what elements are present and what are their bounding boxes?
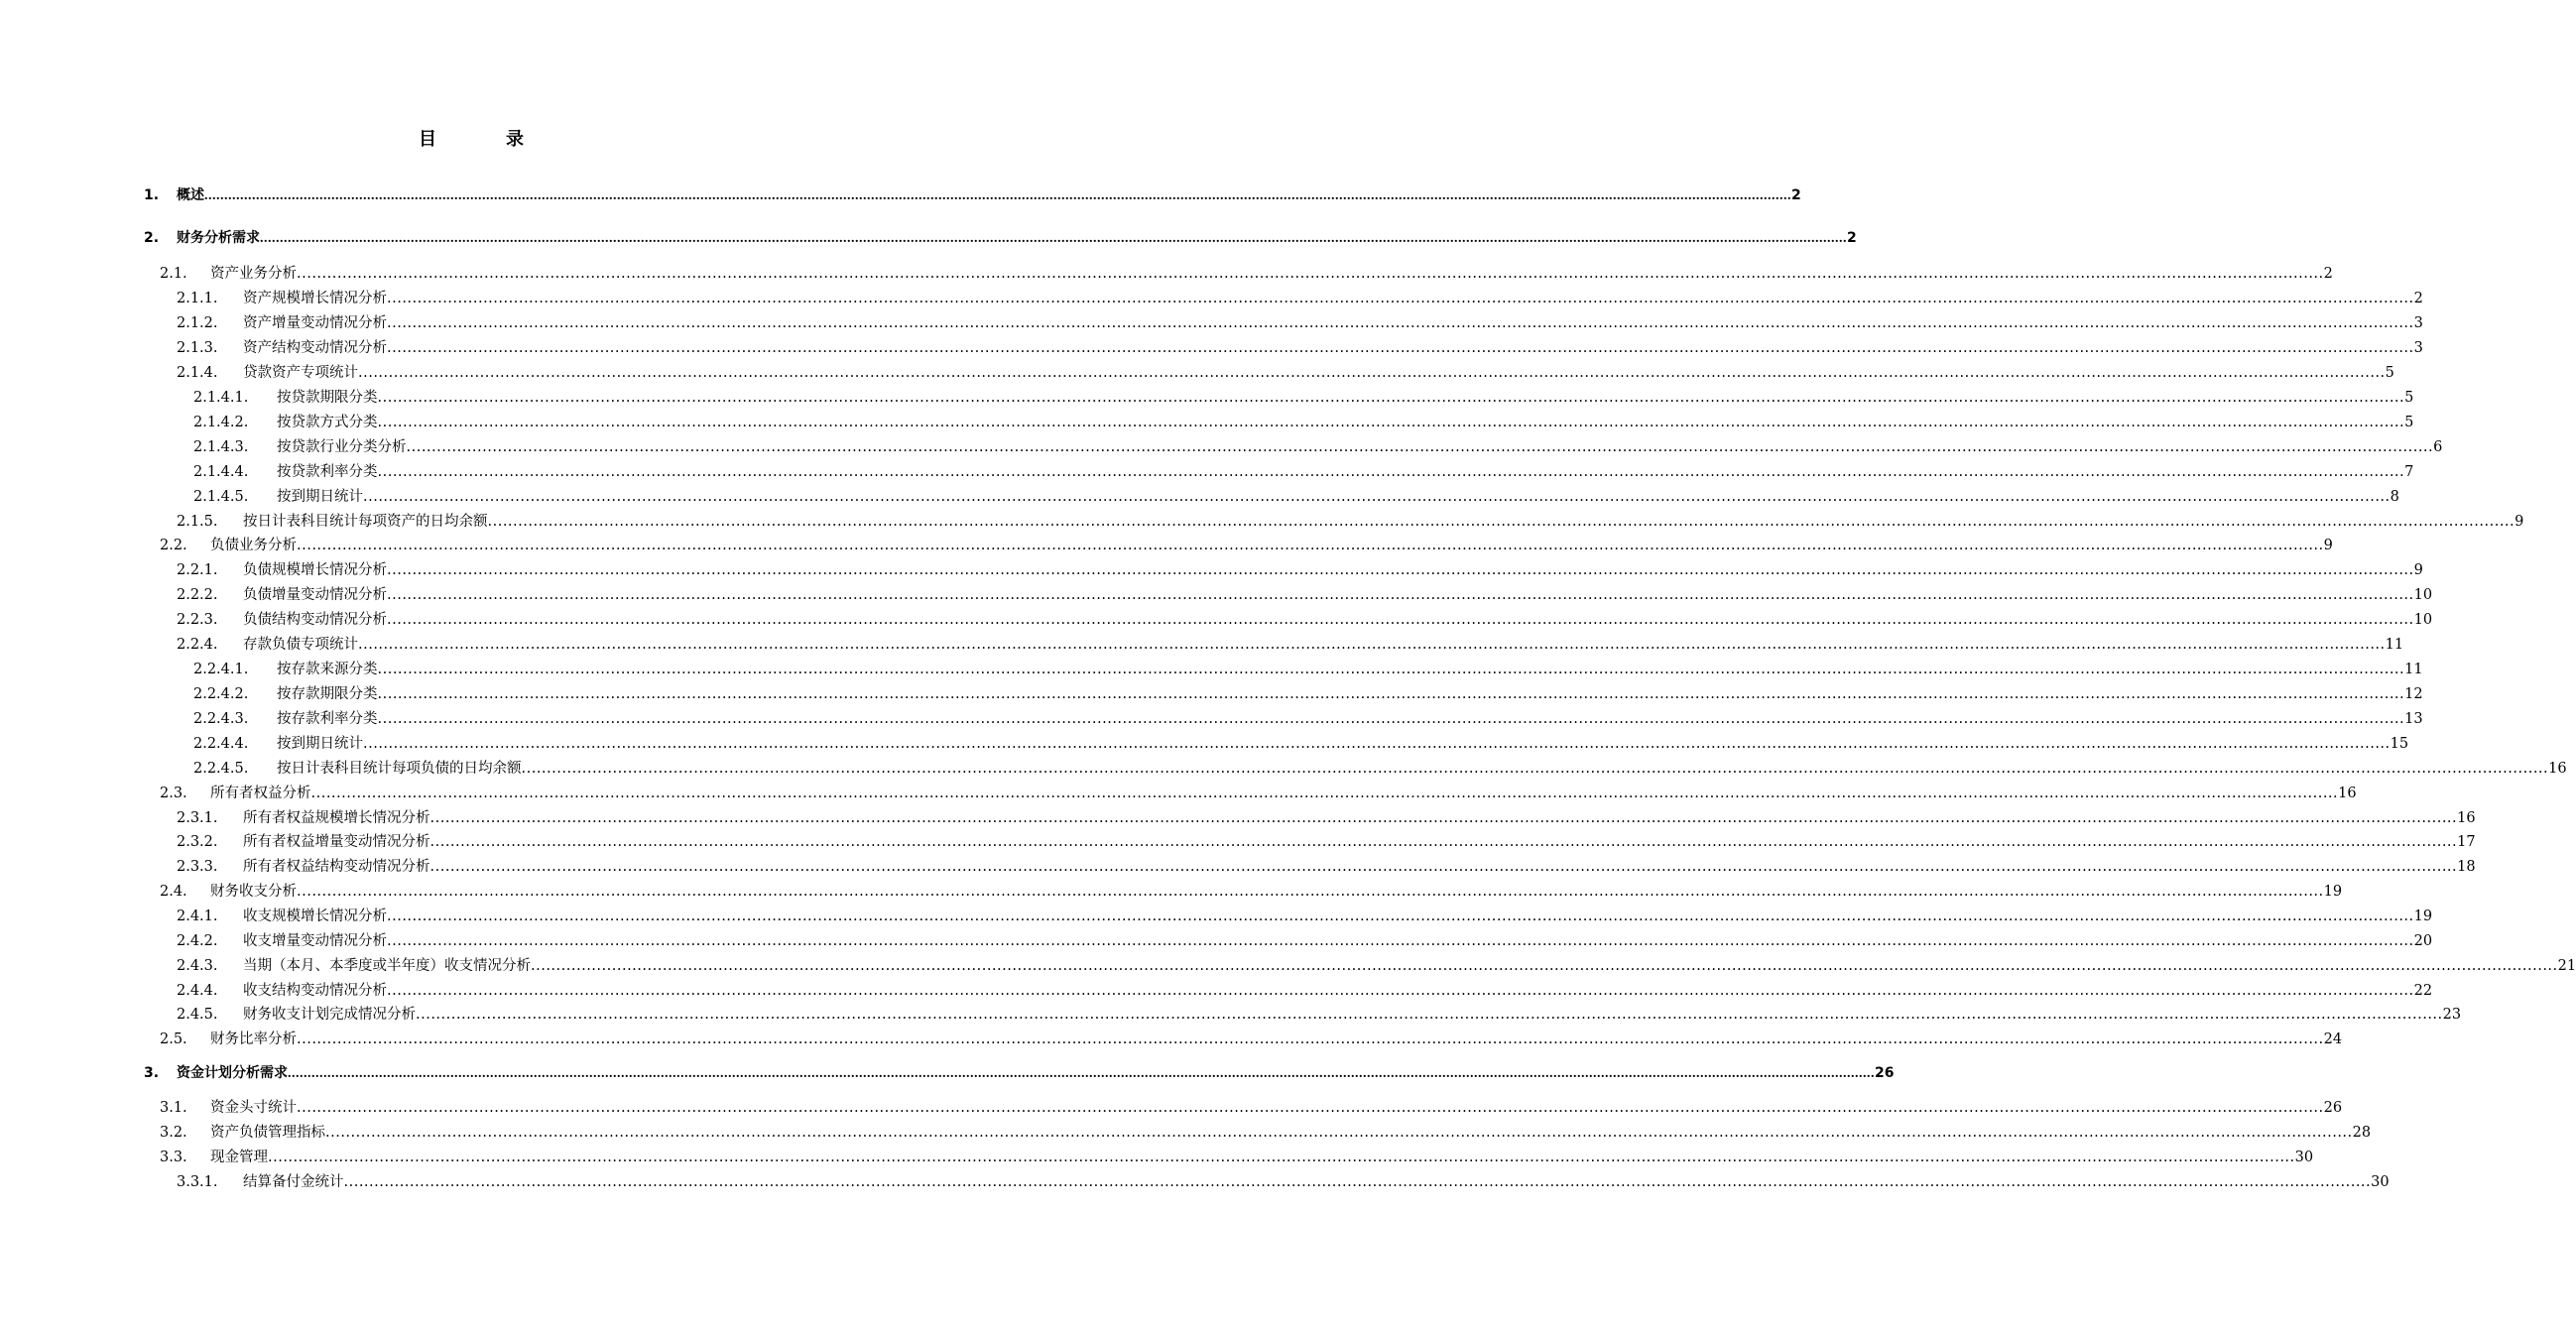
toc-entry-number: 3.3.1. [177, 1174, 218, 1190]
toc-entry-label: 按到期日统计 [277, 736, 363, 752]
toc-entry-label: 财务收支计划完成情况分析 [243, 1007, 416, 1023]
toc-entry[interactable] [0, 263, 2333, 285]
toc-entry-label: 资金计划分析需求 [177, 1065, 288, 1081]
toc-dot-leader: ................................................................................................................................................................................................................................................................................................................................................................................................................ [297, 1100, 2324, 1116]
toc-entry-page: 26 [1875, 1065, 1895, 1081]
toc-entry-page: 7 [2404, 464, 2414, 480]
toc-entry-label: 概述 [177, 187, 204, 203]
toc-dot-leader: ................................................................................................................................................................................................................................................................................................................................................................................................................ [288, 1066, 1875, 1081]
toc-entry-page: 24 [2323, 1031, 2343, 1047]
toc-entry-label: 所有者权益规模增长情况分析 [243, 810, 430, 826]
toc-entry[interactable] [0, 1062, 1895, 1084]
toc-entry[interactable] [0, 288, 2423, 309]
toc-entry-label: 负债结构变动情况分析 [243, 612, 387, 628]
toc-entry-label: 资产负债管理指标 [210, 1125, 325, 1141]
toc-entry[interactable] [0, 412, 2414, 433]
toc-entry-number: 2.2.4.4. [193, 736, 249, 752]
toc-entry-page: 23 [2442, 1007, 2462, 1023]
toc-entry[interactable] [0, 783, 2357, 804]
toc-entry-page: 11 [2404, 662, 2423, 677]
toc-entry-label: 贷款资产专项统计 [243, 365, 358, 381]
toc-entry[interactable] [0, 955, 2576, 977]
toc-dot-leader: ................................................................................................................................................................................................................................................................................................................................................................................................................ [387, 983, 2414, 999]
toc-entry-page: 12 [2404, 686, 2423, 702]
toc-entry-number: 2.1.5. [177, 514, 218, 530]
toc-entry[interactable] [0, 881, 2343, 903]
toc-entry-page: 10 [2413, 612, 2433, 628]
toc-dot-leader: ................................................................................................................................................................................................................................................................................................................................................................................................................ [531, 958, 2558, 974]
toc-entry-label: 按贷款利率分类 [277, 464, 378, 480]
toc-entry-number: 2.2.2. [177, 587, 218, 603]
toc-entry-number: 2.2.1. [177, 562, 218, 578]
toc-dot-leader: ................................................................................................................................................................................................................................................................................................................................................................................................................ [363, 489, 2391, 505]
toc-entry-label: 当期（本月、本季度或半年度）收支情况分析 [243, 958, 531, 974]
toc-entry-label: 收支增量变动情况分析 [243, 933, 387, 949]
toc-entry-label: 按贷款期限分类 [277, 390, 378, 406]
toc-entry-number: 2.2.3. [177, 612, 218, 628]
toc-entry[interactable] [0, 486, 2399, 508]
toc-dot-leader: ................................................................................................................................................................................................................................................................................................................................................................................................................ [377, 662, 2405, 677]
toc-dot-leader: ................................................................................................................................................................................................................................................................................................................................................................................................................ [387, 909, 2414, 924]
toc-entry[interactable] [0, 609, 2433, 631]
toc-entry[interactable] [0, 511, 2524, 533]
toc-entry[interactable] [0, 337, 2423, 359]
toc-dot-leader: ................................................................................................................................................................................................................................................................................................................................................................................................................ [363, 736, 2391, 752]
toc-entry-label: 财务收支分析 [210, 884, 297, 900]
toc-entry-number: 2.1.1. [177, 291, 218, 306]
toc-entry-number: 2.3.2. [177, 834, 218, 850]
toc-dot-leader: ................................................................................................................................................................................................................................................................................................................................................................................................................ [204, 188, 1791, 203]
toc-entry-label: 财务比率分析 [210, 1031, 297, 1047]
toc-entry[interactable] [0, 436, 2443, 458]
toc-entry-label: 所有者权益分析 [210, 786, 311, 801]
toc-entry-label: 收支结构变动情况分析 [243, 983, 387, 999]
toc-dot-leader: ................................................................................................................................................................................................................................................................................................................................................................................................................ [297, 266, 2324, 282]
toc-dot-leader: ................................................................................................................................................................................................................................................................................................................................................................................................................ [521, 761, 2549, 777]
toc-entry-page: 2 [1791, 187, 1801, 203]
toc-entry-label: 按贷款行业分类分析 [277, 439, 407, 455]
toc-dot-leader: ................................................................................................................................................................................................................................................................................................................................................................................................................ [429, 834, 2458, 850]
toc-entry-label: 按存款利率分类 [277, 711, 378, 727]
toc-entry-label: 按日计表科目统计每项资产的日均余额 [243, 514, 488, 530]
toc-entry[interactable] [0, 1171, 2390, 1193]
toc-entry[interactable] [0, 535, 2333, 556]
toc-entry-number: 3.3. [160, 1150, 187, 1165]
toc-dot-leader: ................................................................................................................................................................................................................................................................................................................................................................................................................ [377, 390, 2405, 406]
toc-entry[interactable] [0, 227, 1857, 249]
toc-entry-page: 16 [2457, 810, 2476, 826]
toc-entry-label: 资产业务分析 [210, 266, 297, 282]
toc-entry-number: 2.1. [160, 266, 187, 282]
toc-entry-page: 30 [2371, 1174, 2390, 1190]
toc-dot-leader: ................................................................................................................................................................................................................................................................................................................................................................................................................ [377, 415, 2405, 430]
toc-title: 目 录 [419, 129, 550, 150]
toc-dot-leader: ................................................................................................................................................................................................................................................................................................................................................................................................................ [358, 637, 2386, 653]
toc-entry-page: 21 [2557, 958, 2576, 974]
toc-entry-page: 16 [2338, 786, 2357, 801]
toc-entry-number: 2.1.4.2. [193, 415, 249, 430]
toc-entry-page: 13 [2404, 711, 2423, 727]
toc-entry-label: 按贷款方式分类 [277, 415, 378, 430]
toc-entry-label: 所有者权益增量变动情况分析 [243, 834, 430, 850]
toc-entry-page: 22 [2413, 983, 2433, 999]
toc-entry[interactable] [0, 584, 2433, 606]
toc-dot-leader: ................................................................................................................................................................................................................................................................................................................................................................................................................ [297, 538, 2324, 553]
toc-entry-number: 2.1.3. [177, 340, 218, 356]
toc-entry[interactable] [0, 184, 1801, 206]
toc-entry-number: 2.2.4.1. [193, 662, 249, 677]
toc-dot-leader: ................................................................................................................................................................................................................................................................................................................................................................................................................ [416, 1007, 2443, 1023]
toc-entry-label: 负债增量变动情况分析 [243, 587, 387, 603]
toc-entry-label: 负债规模增长情况分析 [243, 562, 387, 578]
toc-dot-leader: ................................................................................................................................................................................................................................................................................................................................................................................................................ [387, 340, 2414, 356]
toc-entry[interactable] [0, 1097, 2343, 1119]
toc-dot-leader: ................................................................................................................................................................................................................................................................................................................................................................................................................ [343, 1174, 2372, 1190]
toc-entry-page: 2 [2323, 266, 2333, 282]
toc-entry-label: 资产结构变动情况分析 [243, 340, 387, 356]
toc-entry-label: 按存款来源分类 [277, 662, 378, 677]
toc-entry-label: 按日计表科目统计每项负债的日均余额 [277, 761, 522, 777]
toc-entry-number: 2.4.4. [177, 983, 218, 999]
toc-entry-page: 18 [2457, 859, 2476, 875]
toc-entry-page: 17 [2457, 834, 2476, 850]
toc-entry-page: 5 [2385, 365, 2394, 381]
toc-entry-number: 3. [144, 1065, 160, 1081]
toc-entry[interactable] [0, 733, 2409, 755]
toc-entry-page: 15 [2390, 736, 2409, 752]
toc-entry-page: 5 [2404, 390, 2414, 406]
toc-entry-number: 2.1.2. [177, 315, 218, 331]
toc-dot-leader: ................................................................................................................................................................................................................................................................................................................................................................................................................ [387, 587, 2414, 603]
toc-entry-page: 2 [1847, 230, 1857, 246]
toc-entry[interactable] [0, 387, 2414, 409]
toc-dot-leader: ................................................................................................................................................................................................................................................................................................................................................................................................................ [325, 1125, 2353, 1141]
toc-entry[interactable] [0, 312, 2423, 334]
toc-entry-page: 3 [2413, 315, 2423, 331]
toc-dot-leader: ................................................................................................................................................................................................................................................................................................................................................................................................................ [387, 933, 2414, 949]
toc-entry[interactable] [0, 980, 2433, 1002]
toc-entry[interactable] [0, 1122, 2372, 1144]
toc-entry[interactable] [0, 559, 2423, 581]
toc-entry-page: 2 [2413, 291, 2423, 306]
toc-dot-leader: ................................................................................................................................................................................................................................................................................................................................................................................................................ [377, 711, 2405, 727]
toc-entry-number: 1. [144, 187, 160, 203]
toc-dot-leader: ................................................................................................................................................................................................................................................................................................................................................................................................................ [387, 315, 2414, 331]
toc-entry-number: 2.4.2. [177, 933, 218, 949]
toc-entry-label: 资金头寸统计 [210, 1100, 297, 1116]
toc-dot-leader: ................................................................................................................................................................................................................................................................................................................................................................................................................ [358, 365, 2386, 381]
toc-entry-label: 所有者权益结构变动情况分析 [243, 859, 430, 875]
toc-entry[interactable] [0, 831, 2476, 853]
toc-dot-leader: ................................................................................................................................................................................................................................................................................................................................................................................................................ [268, 1150, 2295, 1165]
toc-dot-leader: ................................................................................................................................................................................................................................................................................................................................................................................................................ [387, 612, 2414, 628]
toc-entry-label: 资产增量变动情况分析 [243, 315, 387, 331]
toc-dot-leader: ................................................................................................................................................................................................................................................................................................................................................................................................................ [429, 859, 2458, 875]
toc-entry[interactable] [0, 807, 2476, 829]
toc-entry[interactable] [0, 659, 2423, 680]
toc-entry[interactable] [0, 930, 2433, 952]
toc-dot-leader: ................................................................................................................................................................................................................................................................................................................................................................................................................ [310, 786, 2339, 801]
toc-entry-label: 结算备付金统计 [243, 1174, 344, 1190]
toc-entry-page: 5 [2404, 415, 2414, 430]
toc-entry-page: 11 [2385, 637, 2404, 653]
toc-entry-number: 2.2.4. [177, 637, 218, 653]
toc-entry[interactable] [0, 634, 2404, 656]
toc-entry-number: 2.3.1. [177, 810, 218, 826]
toc-entry-number: 2.4.3. [177, 958, 218, 974]
toc-dot-leader: ................................................................................................................................................................................................................................................................................................................................................................................................................ [406, 439, 2434, 455]
toc-entry-page: 19 [2413, 909, 2433, 924]
toc-entry-number: 2.1.4.4. [193, 464, 249, 480]
toc-entry[interactable] [0, 906, 2433, 927]
toc-dot-leader: ................................................................................................................................................................................................................................................................................................................................................................................................................ [387, 562, 2414, 578]
toc-entry-number: 3.2. [160, 1125, 187, 1141]
toc-dot-leader: ................................................................................................................................................................................................................................................................................................................................................................................................................ [387, 291, 2414, 306]
toc-entry[interactable] [0, 1004, 2462, 1026]
toc-entry-label: 按到期日统计 [277, 489, 363, 505]
toc-entry[interactable] [0, 856, 2476, 878]
toc-entry-page: 10 [2413, 587, 2433, 603]
toc-entry-label: 财务分析需求 [177, 230, 260, 246]
toc-entry-page: 3 [2413, 340, 2423, 356]
toc-entry-number: 2.3. [160, 786, 187, 801]
toc-entry-page: 9 [2323, 538, 2333, 553]
toc-dot-leader: ................................................................................................................................................................................................................................................................................................................................................................................................................ [297, 884, 2324, 900]
toc-entry-label: 现金管理 [210, 1150, 268, 1165]
toc-entry[interactable] [0, 708, 2423, 730]
toc-dot-leader: ................................................................................................................................................................................................................................................................................................................................................................................................................ [487, 514, 2515, 530]
toc-entry-number: 2.4. [160, 884, 187, 900]
toc-entry-number: 2.4.5. [177, 1007, 218, 1023]
toc-entry-page: 9 [2413, 562, 2423, 578]
toc-entry-page: 26 [2323, 1100, 2343, 1116]
toc-entry-number: 2.1.4.5. [193, 489, 249, 505]
toc-dot-leader: ................................................................................................................................................................................................................................................................................................................................................................................................................ [297, 1031, 2324, 1047]
toc-dot-leader: ................................................................................................................................................................................................................................................................................................................................................................................................................ [377, 686, 2405, 702]
toc-entry-page: 16 [2548, 761, 2567, 777]
toc-entry[interactable] [0, 683, 2423, 705]
toc-entry-number: 2.3.3. [177, 859, 218, 875]
toc-entry[interactable] [0, 461, 2414, 483]
toc-entry[interactable] [0, 758, 2567, 780]
toc-entry-label: 资产规模增长情况分析 [243, 291, 387, 306]
toc-entry-number: 2.1.4. [177, 365, 218, 381]
toc-entry[interactable] [0, 1029, 2343, 1050]
toc-entry-page: 20 [2413, 933, 2433, 949]
toc-entry-number: 3.1. [160, 1100, 187, 1116]
toc-entry-page: 19 [2323, 884, 2343, 900]
toc-dot-leader: ................................................................................................................................................................................................................................................................................................................................................................................................................ [260, 231, 1847, 246]
toc-entry-number: 2.1.4.1. [193, 390, 249, 406]
toc-entry-page: 8 [2390, 489, 2399, 505]
toc-entry-page: 9 [2515, 514, 2524, 530]
toc-entry-label: 收支规模增长情况分析 [243, 909, 387, 924]
toc-entry-label: 负债业务分析 [210, 538, 297, 553]
toc-entry-label: 按存款期限分类 [277, 686, 378, 702]
toc-entry-label: 存款负债专项统计 [243, 637, 358, 653]
toc-entry[interactable] [0, 362, 2394, 384]
toc-entry-number: 2.2.4.5. [193, 761, 249, 777]
toc-entry-number: 2. [144, 230, 160, 246]
toc-entry-page: 28 [2352, 1125, 2372, 1141]
toc-dot-leader: ................................................................................................................................................................................................................................................................................................................................................................................................................ [377, 464, 2405, 480]
toc-entry-number: 2.4.1. [177, 909, 218, 924]
toc-entry-page: 30 [2294, 1150, 2314, 1165]
toc-entry-number: 2.5. [160, 1031, 187, 1047]
toc-dot-leader: ................................................................................................................................................................................................................................................................................................................................................................................................................ [429, 810, 2458, 826]
toc-entry[interactable] [0, 1147, 2314, 1168]
toc-entry-number: 2.2. [160, 538, 187, 553]
toc-entry-page: 6 [2433, 439, 2443, 455]
toc-entry-number: 2.2.4.3. [193, 711, 249, 727]
toc-entry-number: 2.2.4.2. [193, 686, 249, 702]
toc-entry-number: 2.1.4.3. [193, 439, 249, 455]
